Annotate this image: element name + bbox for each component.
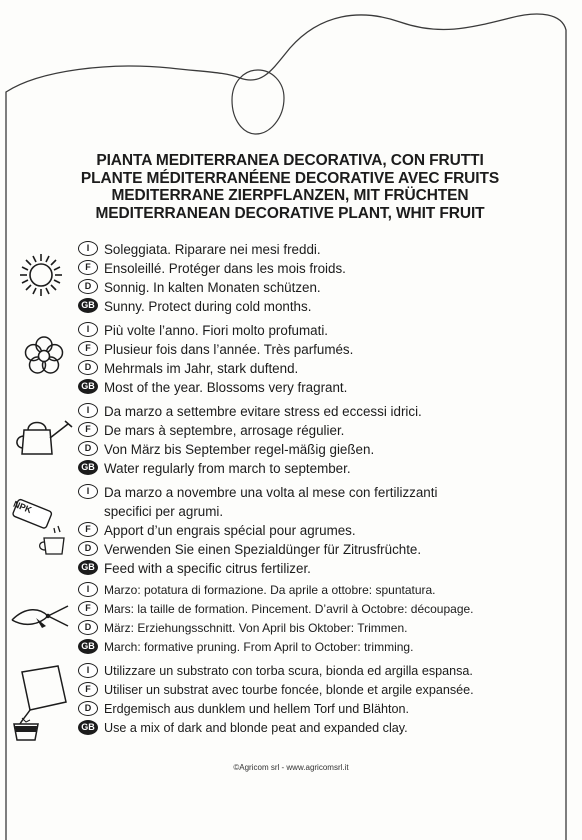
care-text: Apport d’un engrais spécial pour agrumes. xyxy=(104,523,356,538)
soil-bag-icon xyxy=(8,662,74,742)
care-text: Use a mix of dark and blonde peat and expanded clay. xyxy=(104,721,408,735)
lang-badge-gb: GB xyxy=(78,298,98,313)
line-de xyxy=(78,700,558,719)
line-de xyxy=(78,540,558,559)
care-text: Von März bis September regel-mäßig gießen. xyxy=(104,442,375,457)
lang-badge-gb: GB xyxy=(78,720,98,735)
line-it xyxy=(78,402,558,421)
line-it xyxy=(78,483,558,521)
care-text: Da marzo a settembre evitare stress ed eccessi idrici. xyxy=(104,404,422,419)
care-text: Mars: la taille de formation. Pincement. D’avril à Octobre: découpage. xyxy=(104,602,474,616)
care-text: Verwenden Sie einen Spezialdünger für Zitrusfrüchte. xyxy=(104,542,422,557)
line-de xyxy=(78,278,558,297)
care-text: Più volte l’anno. Fiori molto profumati. xyxy=(104,323,329,338)
section-watering xyxy=(78,402,558,478)
section-sun xyxy=(78,240,558,316)
line-gb xyxy=(78,559,558,578)
care-text: March: formative pruning. From April to October: trimming. xyxy=(104,640,414,654)
lang-badge-it: I xyxy=(78,322,98,337)
line-de xyxy=(78,359,558,378)
sun-icon xyxy=(18,252,64,298)
title-de: MEDITERRANE ZIERPFLANZEN, MIT FRÜCHTEN xyxy=(111,187,469,204)
care-text: März: Erziehungsschnitt. Von April bis Oktober: Trimmen. xyxy=(104,621,408,635)
lang-badge-it: I xyxy=(78,403,98,418)
title-it: PIANTA MEDITERRANEA DECORATIVA, CON FRUTTI xyxy=(96,152,484,169)
line-gb xyxy=(78,297,558,316)
lang-badge-fr: F xyxy=(78,682,98,697)
lang-badge-de: D xyxy=(78,541,98,556)
lang-badge-de: D xyxy=(78,441,98,456)
line-it xyxy=(78,240,558,259)
lang-badge-de: D xyxy=(78,279,98,294)
lang-badge-fr: F xyxy=(78,260,98,275)
line-it xyxy=(78,662,558,681)
line-fr xyxy=(78,259,558,278)
section-flower xyxy=(78,321,558,397)
lang-badge-de: D xyxy=(78,701,98,716)
fertilizer-label: NPK xyxy=(11,498,34,516)
line-fr xyxy=(78,600,558,619)
section-fertilizer xyxy=(78,483,558,578)
care-text: Utiliser un substrat avec tourbe foncée, blonde et argile expansée. xyxy=(104,683,474,697)
section-soil xyxy=(78,662,558,738)
lang-badge-gb: GB xyxy=(78,560,98,575)
line-it xyxy=(78,581,558,600)
lang-badge-fr: F xyxy=(78,601,98,616)
lang-badge-it: I xyxy=(78,484,98,499)
section-pruning xyxy=(78,581,558,657)
line-gb xyxy=(78,378,558,397)
care-text: Sonnig. In kalten Monaten schützen. xyxy=(104,280,321,295)
lang-badge-it: I xyxy=(78,663,98,678)
care-text: Sunny. Protect during cold months. xyxy=(104,299,312,314)
care-text: Feed with a specific citrus fertilizer. xyxy=(104,561,311,576)
care-text: Ensoleillé. Protéger dans les mois froids. xyxy=(104,261,346,276)
line-fr xyxy=(78,681,558,700)
lang-badge-gb: GB xyxy=(78,639,98,654)
footer-credit: ©Agricom srl - www.agricomsrl.it xyxy=(233,763,349,772)
lang-badge-de: D xyxy=(78,360,98,375)
care-text: Utilizzare un substrato con torba scura, bionda ed argilla espansa. xyxy=(104,664,473,678)
lang-badge-gb: GB xyxy=(78,460,98,475)
line-de xyxy=(78,440,558,459)
care-text: Marzo: potatura di formazione. Da aprile a ottobre: spuntatura. xyxy=(104,583,436,597)
pruning-shears-icon xyxy=(8,598,72,634)
hang-hole xyxy=(232,70,284,134)
title-fr: PLANTE MÉDITERRANÉENE DECORATIVE AVEC FRUITS xyxy=(80,169,500,187)
flower-icon xyxy=(22,334,66,378)
line-fr xyxy=(78,521,558,540)
care-text: Erdgemisch aus dunklem und hellem Torf und Blähton. xyxy=(104,702,409,716)
lang-badge-it: I xyxy=(78,582,98,597)
lang-badge-fr: F xyxy=(78,341,98,356)
care-text: Water regularly from march to september. xyxy=(104,461,351,476)
title-en: MEDITERRANEAN DECORATIVE PLANT, WHIT FRUIT xyxy=(95,204,485,222)
line-gb xyxy=(78,719,558,738)
line-gb xyxy=(78,638,558,657)
care-text: Mehrmals im Jahr, stark duftend. xyxy=(104,361,299,376)
lang-badge-fr: F xyxy=(78,522,98,537)
line-gb xyxy=(78,459,558,478)
line-fr xyxy=(78,421,558,440)
line-fr xyxy=(78,340,558,359)
care-text: De mars à septembre, arrosage régulier. xyxy=(104,423,345,438)
line-de xyxy=(78,619,558,638)
care-text: Most of the year. Blossoms very fragrant. xyxy=(104,380,348,395)
lang-badge-fr: F xyxy=(78,422,98,437)
care-text: Plusieur fois dans l’année. Très parfumés. xyxy=(104,342,354,357)
lang-badge-de: D xyxy=(78,620,98,635)
care-text: Da marzo a novembre una volta al mese con fertilizzanti specifici per agrumi. xyxy=(104,485,438,519)
title-block xyxy=(40,152,540,222)
watering-can-icon xyxy=(10,416,74,458)
care-text: Soleggiata. Riparare nei mesi freddi. xyxy=(104,242,321,257)
lang-badge-it: I xyxy=(78,241,98,256)
line-it xyxy=(78,321,558,340)
lang-badge-gb: GB xyxy=(78,379,98,394)
